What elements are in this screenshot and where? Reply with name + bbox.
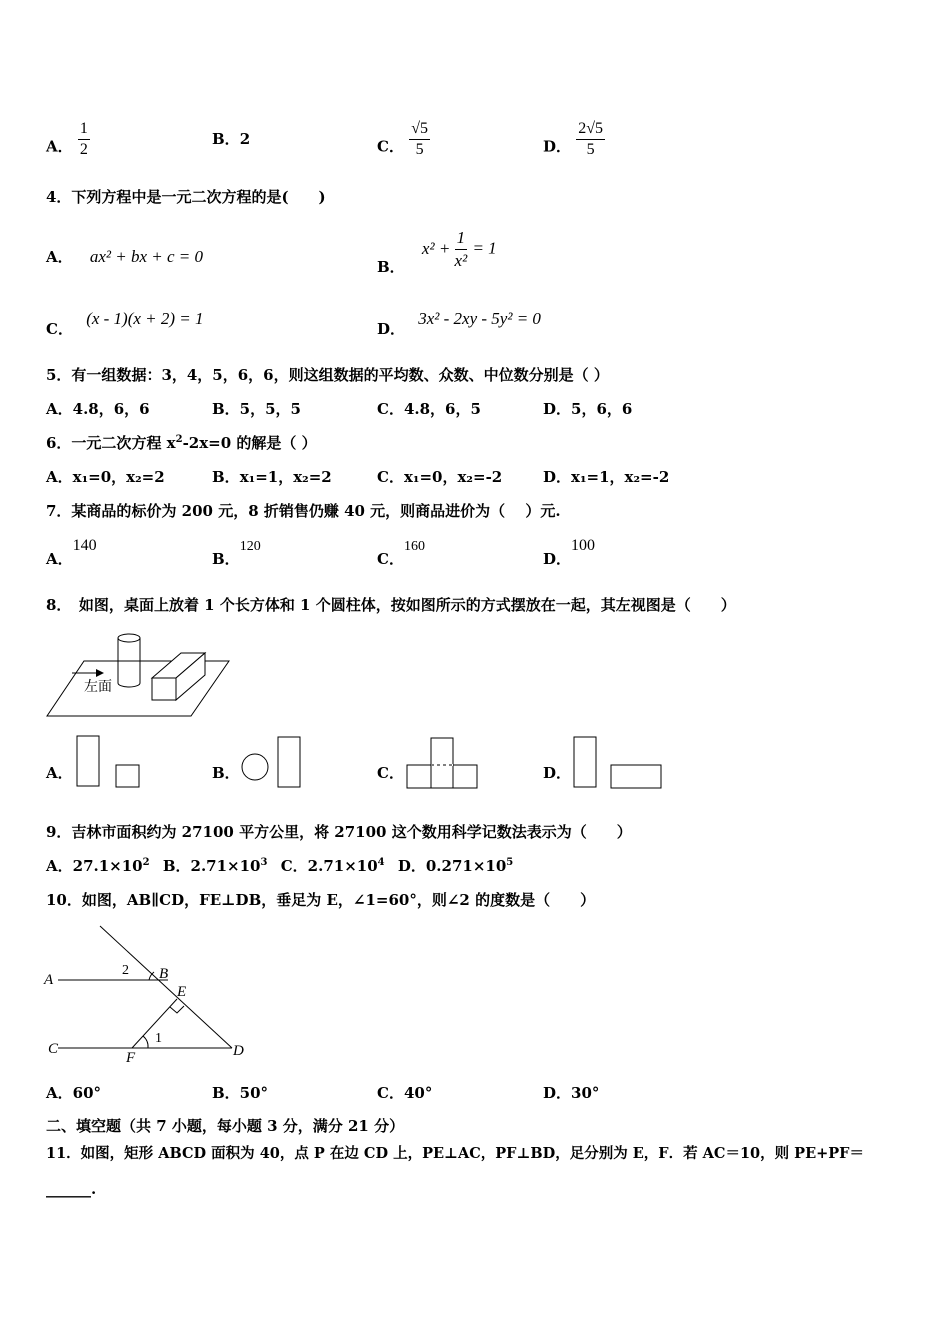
point-c-label: C [48,1041,59,1057]
q6-option-c [377,466,502,487]
option-label: A． [46,248,73,266]
option-label: C． [377,550,404,568]
exponent: 2 [142,857,150,868]
point-e-label: E [177,984,187,1000]
q5-option-d: D．5，6，6 [543,400,633,418]
q8-option-a-figure [74,734,146,792]
option-value: 2.71×10 [307,857,378,875]
q5-option-c: C．4.8，6，5 [377,400,481,418]
q7-option-c [377,539,425,569]
q6-stem [46,432,317,453]
q9-option-c [281,857,385,875]
q8-option-b-label: B． [212,764,240,782]
left-side-label: 左面 [84,680,112,695]
q3-option-a [46,120,90,167]
q9-options [46,855,513,876]
point-a-label: A [44,972,54,988]
q8-figure [44,628,244,720]
denominator: x² [454,251,468,270]
q9-option-b [163,857,268,875]
q8-option-d-label: D． [543,764,572,782]
option-label: C． [377,137,404,156]
q8-option-c-figure [404,734,480,792]
option-label: D． [377,320,406,338]
q10-option-a: A．60° [46,1084,102,1102]
arrow-head-icon [96,669,104,677]
root-1: x₁=1， [571,468,625,486]
q10-option-b: B．50° [212,1084,269,1102]
numerator: 1 [79,120,88,137]
exponent: 3 [260,857,268,868]
option-label: B． [377,257,405,276]
q4-option-b [377,228,497,276]
equation: (x - 1)(x + 2) = 1 [86,309,204,328]
angle-1-label: 1 [155,1031,162,1046]
denominator: 5 [415,141,424,158]
q4-option-d [377,308,541,338]
option-value: 2.71×10 [190,857,261,875]
q3-option-c [377,120,430,167]
root-1: x₁=0， [72,468,127,486]
option-label: C． [280,857,308,875]
q5-option-a: A．4.8，6，6 [46,400,150,418]
q8-option-d-figure [570,734,666,792]
point-d-label: D [233,1043,244,1059]
q10-option-d: D．30° [543,1084,600,1102]
numerator: 2√5 [578,120,604,137]
q3-option-d [543,120,605,167]
q8-option-b-figure [238,734,308,792]
q9-option-d [398,857,513,875]
q8-option-c-label: C． [377,764,404,782]
q5-stem: 5．有一组数据：3，4，5，6，6，则这组数据的平均数、众数、中位数分别是（ ） [46,366,609,384]
q4-stem: 4．下列方程中是一元二次方程的是( ) [46,188,326,206]
option-value: 120 [239,539,261,554]
root-1: x₁=0， [403,468,458,486]
angle-2-label: 2 [122,963,129,978]
stem-text: -2x=0 的解是（ ） [182,434,317,452]
line-bd [100,926,232,1048]
option-label: B． [212,550,240,568]
root-1: x₁=1， [239,468,294,486]
q10-figure [40,920,265,1070]
option-label: A． [46,857,73,875]
option-label: B． [162,857,191,875]
fraction [455,228,468,271]
root-2: x₂=-2 [457,468,503,486]
fraction [576,120,605,159]
equation: 3x² - 2xy - 5y² = 0 [418,309,541,328]
q6-option-d [543,466,669,487]
q7-option-b [212,539,261,569]
equation: ax² + bx + c = 0 [89,247,204,266]
option-label: B． [212,130,240,148]
option-value: 2 [239,130,251,148]
q5-option-b: B．5，5，5 [212,400,301,418]
option-label: C． [377,468,404,486]
fraction [78,120,90,159]
q4-option-a [46,246,203,267]
root-2: x₂=-2 [624,468,670,486]
q9-stem: 9．吉林市面积约为 27100 平方公里，将 27100 这个数用科学记数法表示为（ ） [46,823,632,841]
option-label: D． [543,468,572,486]
root-2: x₂=2 [293,468,332,486]
option-value: 160 [403,539,425,554]
answer-blank: ______. [46,1180,97,1198]
equation-part: = 1 [472,238,497,258]
option-label: D． [543,137,572,156]
denominator: 2 [79,141,88,158]
angle-1-arc [143,1036,148,1048]
q8-stem: 8． 如图，桌面上放着 1 个长方体和 1 个圆柱体，按如图所示的方式摆放在一起，其左视图是（ ） [46,596,736,614]
q9-option-a [46,857,150,875]
q6-option-a [46,466,165,487]
q4-option-c [46,308,204,338]
option-value: 140 [72,537,97,554]
q3-option-b [212,128,250,149]
option-label: A． [46,550,73,568]
point-f-label: F [126,1050,136,1066]
right-angle-mark [170,1006,184,1013]
exponent: 4 [377,857,385,868]
q7-option-d [543,537,596,569]
point-b-label: B [159,966,169,982]
numerator: √5 [411,120,428,137]
option-label: A． [46,137,73,156]
option-value: 100 [571,537,596,554]
q8-option-a-label: A． [46,764,73,782]
q10-stem: 10．如图，AB∥CD，FE⊥DB，垂足为 E，∠1=60°，则∠2 的度数是（ ） [46,891,596,909]
numerator: 1 [456,228,466,247]
option-value: 27.1×10 [72,857,143,875]
cuboid-front [152,678,176,700]
option-label: D． [397,857,426,875]
exponent: 2 [175,434,183,445]
section-heading: 二、填空题（共 7 小题，每小题 3 分，满分 21 分） [46,1117,405,1135]
q6-option-b [212,466,332,487]
equation-part: x² + [421,238,455,258]
option-value: 0.271×10 [425,857,507,875]
exponent: 5 [506,857,514,868]
root-2: x₂=2 [126,468,165,486]
q7-stem: 7．某商品的标价为 200 元，8 折销售仍赚 40 元，则商品进价为（ ）元. [46,502,561,520]
stem-text: 6．一元二次方程 x [46,434,176,452]
q7-option-a [46,537,97,569]
q10-option-c: C．40° [377,1084,433,1102]
denominator: 5 [586,141,595,158]
option-label: A． [46,468,73,486]
fraction [409,120,430,159]
option-label: C． [46,320,73,338]
q11-stem: 11．如图，矩形 ABCD 面积为 40，点 P 在边 CD 上，PE⊥AC，PF⊥BD，足分别为 E，F．若 AC＝10，则 PE+PF＝ [46,1145,864,1162]
option-label: B． [212,468,240,486]
cylinder-top [118,634,140,642]
option-label: D． [543,550,572,568]
